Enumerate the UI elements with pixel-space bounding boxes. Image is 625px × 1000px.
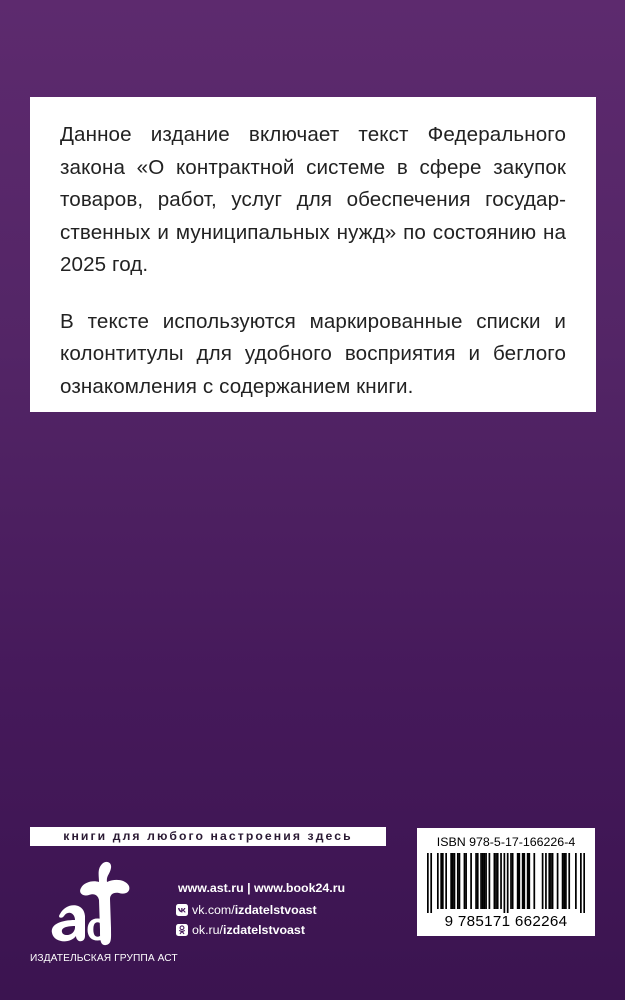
barcode-bar: [568, 853, 570, 909]
barcode-bar: [580, 853, 582, 913]
barcode-bar: [583, 853, 585, 913]
barcode-bar: [552, 853, 554, 909]
barcode-bar: [528, 853, 530, 909]
barcode-bar: [445, 853, 447, 909]
publisher-group-name: ИЗДАТЕЛЬСКАЯ ГРУППА АСТ: [30, 953, 178, 964]
barcode-bar: [512, 853, 514, 909]
barcode-bar: [522, 853, 524, 909]
barcode-bar: [454, 853, 456, 909]
barcode-bar: [480, 853, 482, 909]
description-paragraph-1: Данное издание включает текст Федерального закона «О контрактной системе в сфере закупок товаров, работ, услуг для обеспечения государственных и муниципальных нужд» по состоянию на 2025 год.: [60, 123, 566, 276]
barcode-bar: [527, 853, 529, 909]
barcode-bar: [565, 853, 567, 909]
isbn-label: ISBN 978-5-17-166226-4: [436, 835, 576, 849]
barcode-bar: [477, 853, 479, 909]
barcode-digits: 9 785171 662264: [444, 913, 568, 930]
barcode-box: [417, 828, 595, 936]
ok-link-handle: izdatelstvoast: [223, 923, 305, 937]
description-panel: [30, 97, 596, 412]
odnoklassniki-icon: [176, 924, 188, 936]
barcode-bar: [533, 853, 535, 909]
barcode-bar: [523, 853, 525, 909]
tagline-bar: книги для любого настроения здесь: [30, 827, 386, 846]
barcode-bar: [500, 853, 502, 909]
barcode-bar: [465, 853, 467, 909]
barcode-bar: [575, 853, 577, 909]
barcode-icon: [427, 853, 585, 913]
barcode-bar: [557, 853, 559, 909]
barcode-bar: [452, 853, 454, 909]
description-paragraph-2: В тексте используются маркированные списки и колонтитулы для удобного восприятия и беглого ознакомления с содержанием книги.: [60, 309, 566, 398]
vk-icon: [176, 904, 188, 916]
barcode-bar: [440, 853, 442, 909]
barcode-bar: [427, 853, 429, 913]
vk-link-prefix: vk.com/: [192, 903, 235, 917]
barcode-bar: [475, 853, 477, 909]
barcode-bar: [495, 853, 497, 909]
barcode-bar: [497, 853, 499, 909]
barcode-bar: [510, 853, 512, 909]
barcode-bar: [548, 853, 550, 909]
barcode-bar: [562, 853, 564, 909]
barcode-bar: [545, 853, 547, 909]
vk-link-handle: izdatelstvoast: [234, 903, 317, 917]
barcode-bar: [489, 853, 491, 909]
barcode-bar: [442, 853, 444, 909]
barcode-bar: [485, 853, 487, 909]
barcode-bar: [484, 853, 486, 909]
barcode-bar: [504, 853, 506, 913]
barcode-bar: [430, 853, 432, 913]
barcode-bar: [464, 853, 466, 909]
ok-link[interactable]: [176, 923, 305, 937]
barcode-bar: [542, 853, 544, 909]
barcode-bar: [437, 853, 439, 909]
barcode-bar: [470, 853, 472, 909]
barcode-bar: [507, 853, 509, 913]
barcode-bar: [518, 853, 520, 909]
ok-link-prefix: ok.ru/: [192, 923, 223, 937]
barcode-bar: [517, 853, 519, 909]
barcode-bar: [450, 853, 452, 909]
barcode-bar: [459, 853, 461, 909]
vk-link[interactable]: [176, 903, 317, 917]
barcode-bar: [494, 853, 496, 909]
barcode-bar: [550, 853, 552, 909]
logo-letter-c: c: [86, 905, 109, 948]
barcode-bar: [563, 853, 565, 909]
barcode-bar: [457, 853, 459, 909]
website-links[interactable]: www.ast.ru | www.book24.ru: [178, 881, 346, 895]
barcode-bar: [482, 853, 484, 909]
ast-logo-icon: [40, 858, 135, 948]
